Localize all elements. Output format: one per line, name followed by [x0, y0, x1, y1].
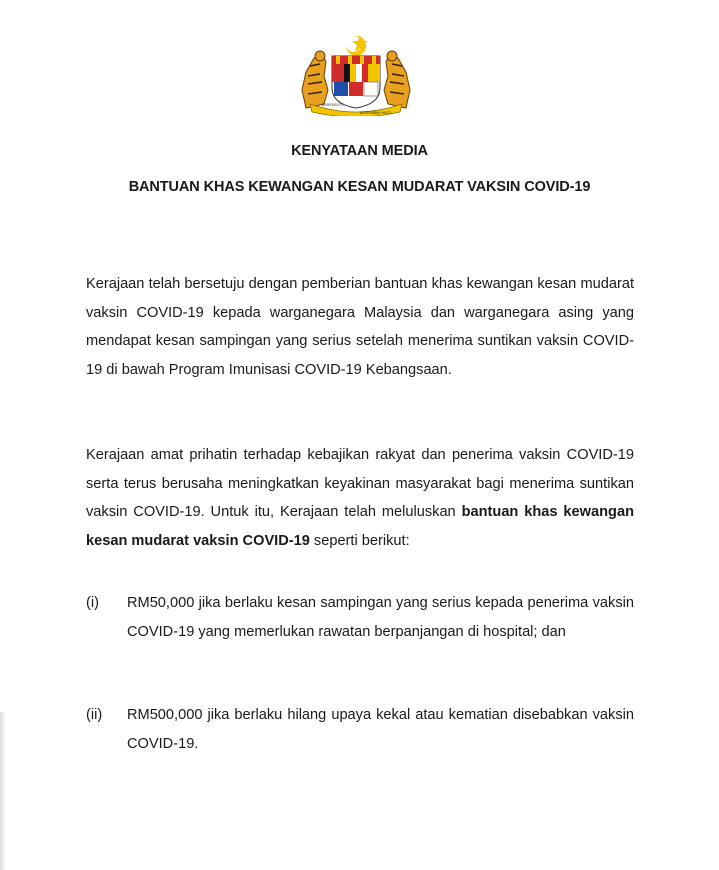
- svg-text:BERSEKUTU: BERSEKUTU: [322, 103, 344, 107]
- page-title: KENYATAAN MEDIA: [291, 143, 428, 159]
- paragraph-2-start: Kerajaan amat prihatin terhadap kebajikan rakyat dan penerima vaksin COVID-19 serta terus berusaha meningkatkan keyakinan masyarakat bagi menerima suntikan vaksin COVID-19. Untuk itu, Kerajaan telah meluluskan: [86, 447, 634, 521]
- paragraph-2: [86, 441, 634, 555]
- svg-text:BERTAMBAH MUTU: BERTAMBAH MUTU: [360, 111, 392, 115]
- list-marker: (i): [86, 595, 99, 611]
- page-edge-shadow: [0, 712, 6, 870]
- paragraph-2-end: seperti berikut:: [309, 532, 410, 549]
- list-item: [86, 589, 634, 646]
- paragraph-2-bold: bantuan khas kewangan kesan mudarat vaksin COVID-19: [86, 504, 634, 549]
- list-item: [86, 701, 634, 758]
- coat-of-arms-logo: [296, 32, 416, 116]
- list-marker: (ii): [86, 707, 103, 723]
- paragraph-1: Kerajaan telah bersetuju dengan pemberian bantuan khas kewangan kesan mudarat vaksin COVID-19 kepada warganegara Malaysia dan warganegara asing yang mendapat kesan sampingan yang serius setelah menerima suntikan vaksin COVID-19 di bawah Program Imunisasi COVID-19 Kebangsaan.: [86, 276, 634, 378]
- list-item-text: RM500,000 jika berlaku hilang upaya kekal atau kematian disebabkan vaksin COVID-19.: [127, 707, 634, 752]
- document-subtitle: BANTUAN KHAS KEWANGAN KESAN MUDARAT VAKSIN COVID-19: [128, 179, 591, 195]
- list-item-text: RM50,000 jika berlaku kesan sampingan yang serius kepada penerima vaksin COVID-19 yang memerlukan rawatan berpanjangan di hospital; dan: [127, 595, 634, 640]
